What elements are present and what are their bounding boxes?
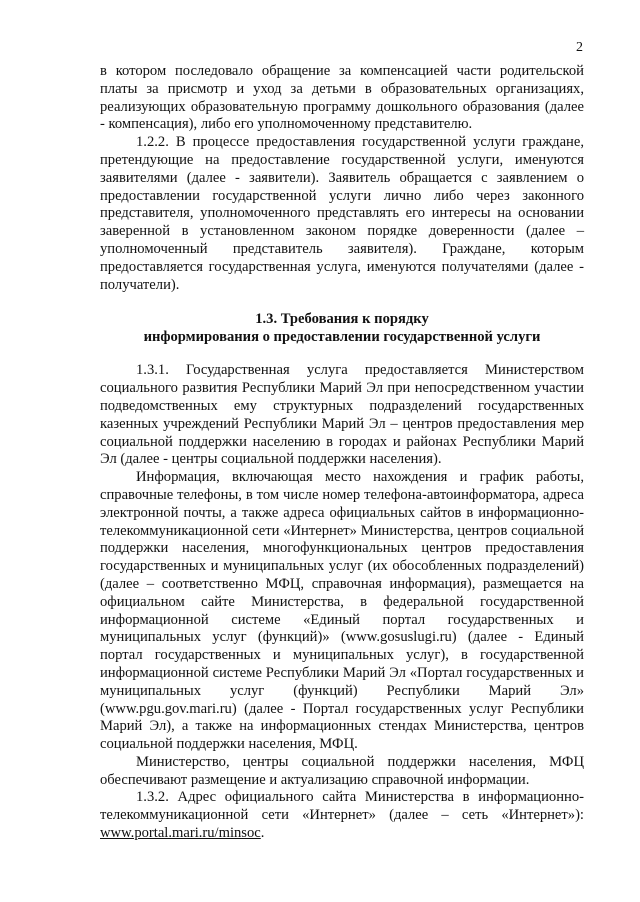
section-heading	[100, 310, 584, 346]
paragraph-1-3-2	[100, 789, 584, 842]
ministry-site-link[interactable]: www.portal.mari.ru/minsoc	[100, 825, 261, 842]
paragraph-information: Информация, включающая место нахождения и график работы, справочные телефоны, в том числе номер телефона-автоинформатора, адреса электронной почты, а также адреса официальных сайтов в информационно-телекоммуникационной сети «Интернет» Министерства, центров социальной поддержки населения, многофункциональных центров предоставления государственных и муниципальных услуг (их обособленных подразделений) (далее – соответственно МФЦ, справочная информация), размещается на официальном сайте Министерства, в федеральной государственной информационной системе «Единый портал государственных и муниципальных услуг (функций)» (www.gosuslugi.ru) (далее - Единый портал государственных и муниципальных услуг), в государственной информационной системе Республики Марий Эл «Портал государственных и муниципальных услуг (функций) Республики Марий Эл» (www.pgu.gov.mari.ru) (далее - Портал государственных услуг Республики Марий Эл), а также на информационных стендах Министерства, центров социальной поддержки населения, МФЦ.	[100, 469, 584, 753]
paragraph-1-3-2-text: 1.3.2. Адрес официального сайта Министерства в информационно-телекоммуникационной сети «Интернет» (далее – сеть «Интернет»):	[100, 789, 584, 824]
paragraph-continuation: в котором последовало обращение за компенсацией части родительской платы за присмотр и уход за детьми в образовательных организациях, реализующих образовательную программу дошкольного образования (далее - компенсация), либо его уполномоченному представителю.	[100, 63, 584, 133]
page-number: 2	[576, 40, 583, 55]
section-heading-line1: 1.3. Требования к порядку	[255, 311, 429, 328]
paragraph-1-2-2: 1.2.2. В процессе предоставления государственной услуги граждане, претендующие на предоставление государственной услуги, именуются заявителями (далее - заявители). Заявитель обращается с заявлением о предоставлении государственной услуги лично либо через законного представителя, уполномоченного представлять его интересы на основании заверенной в установленном законом порядке доверенности (далее – уполномоченный представитель заявителя). Граждане, которым предоставляется государственная услуга, именуются получателями (далее - получатели).	[100, 134, 584, 293]
paragraph-1-3-2-suffix: .	[260, 825, 265, 842]
paragraph-ministry: Министерство, центры социальной поддержки населения, МФЦ обеспечивают размещение и актуализацию справочной информации.	[100, 753, 584, 788]
paragraph-1-3-1: 1.3.1. Государственная услуга предоставляется Министерством социального развития Республики Марий Эл при непосредственном участии подведомственных ему структурных подразделений государственных казенных учреждений Республики Марий Эл – центров предоставления мер социальной поддержки населению в городах и районах Республики Марий Эл (далее - центры социальной поддержки населения).	[100, 362, 584, 468]
document-body	[100, 63, 584, 843]
section-heading-line2: информирования о предоставлении государственной услуги	[143, 329, 541, 346]
